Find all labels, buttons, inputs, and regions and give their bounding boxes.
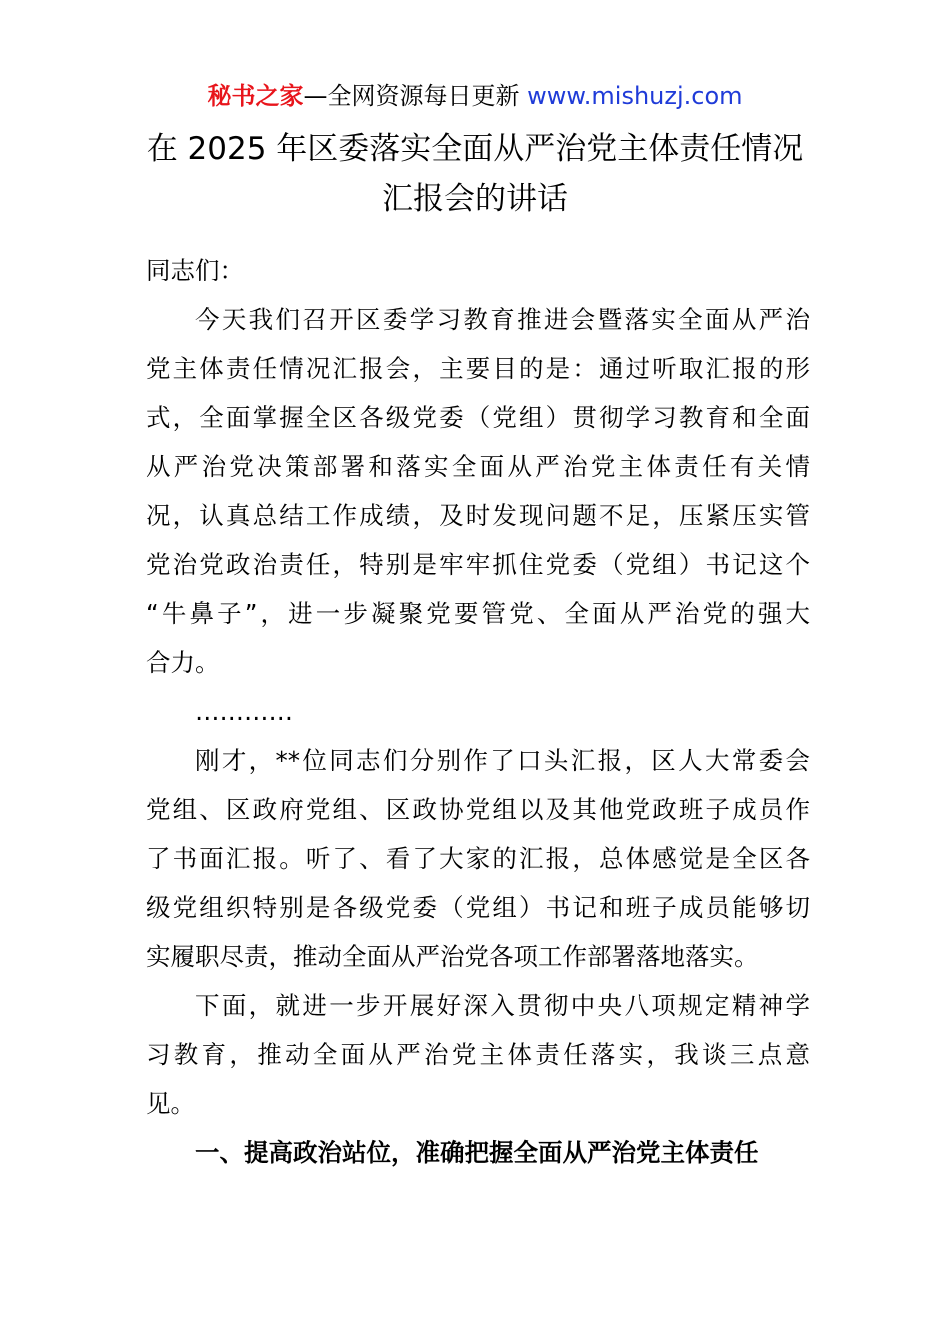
paragraph-line: 式，全面掌握全区各级党委（党组）贯彻学习教育和全面 <box>146 403 810 432</box>
site-brand: 秘书之家 <box>207 82 304 110</box>
paragraph-line: 见。 <box>146 1089 195 1118</box>
document-title <box>100 124 850 224</box>
paragraph-line: 了书面汇报。听了、看了大家的汇报，总体感觉是全区各 <box>146 844 810 873</box>
site-tagline: —全网资源每日更新 <box>303 82 528 110</box>
paragraph-line: 合力。 <box>146 648 220 677</box>
ellipsis-line: ………… <box>195 697 293 726</box>
paragraph-line: 党组、区政府党组、区政协党组以及其他党政班子成员作 <box>146 795 810 824</box>
paragraph-line: “牛鼻子”，进一步凝聚党要管党、全面从严治党的强大 <box>146 599 810 628</box>
paragraph-line: 下面，就进一步开展好深入贯彻中央八项规定精神学 <box>195 991 810 1020</box>
paragraph-2 <box>146 687 810 736</box>
paragraph-1 <box>146 295 810 687</box>
paragraph-line: 党治党政治责任，特别是牢牢抓住党委（党组）书记这个 <box>146 550 810 579</box>
paragraph-line: 况，认真总结工作成绩，及时发现问题不足，压紧压实管 <box>146 501 810 530</box>
paragraph-line: 级党组织特别是各级党委（党组）书记和班子成员能够切 <box>146 893 810 922</box>
document-body <box>146 246 810 1177</box>
salutation: 同志们： <box>146 256 244 285</box>
title-line-2: 汇报会的讲话 <box>382 181 568 217</box>
title-line-1: 在 2025 年区委落实全面从严治党主体责任情况 <box>146 131 804 167</box>
paragraph-line: 今天我们召开区委学习教育推进会暨落实全面从严治 <box>195 305 810 334</box>
paragraph-line: 习教育，推动全面从严治党主体责任落实，我谈三点意 <box>146 1040 810 1069</box>
section-heading-1: 一、提高政治站位，准确把握全面从严治党主体责任 <box>195 1138 759 1167</box>
paragraph-line: 从严治党决策部署和落实全面从严治党主体责任有关情 <box>146 452 810 481</box>
paragraph-line: 党主体责任情况汇报会，主要目的是：通过听取汇报的形 <box>146 354 810 383</box>
paragraph-3 <box>146 736 810 981</box>
site-url[interactable]: www.mishuzj.com <box>527 82 743 110</box>
paragraph-4 <box>146 981 810 1128</box>
paragraph-line: 实履职尽责，推动全面从严治党各项工作部署落地落实。 <box>146 942 759 971</box>
paragraph-line: 刚才，**位同志们分别作了口头汇报，区人大常委会 <box>195 746 810 775</box>
site-banner <box>0 78 950 114</box>
